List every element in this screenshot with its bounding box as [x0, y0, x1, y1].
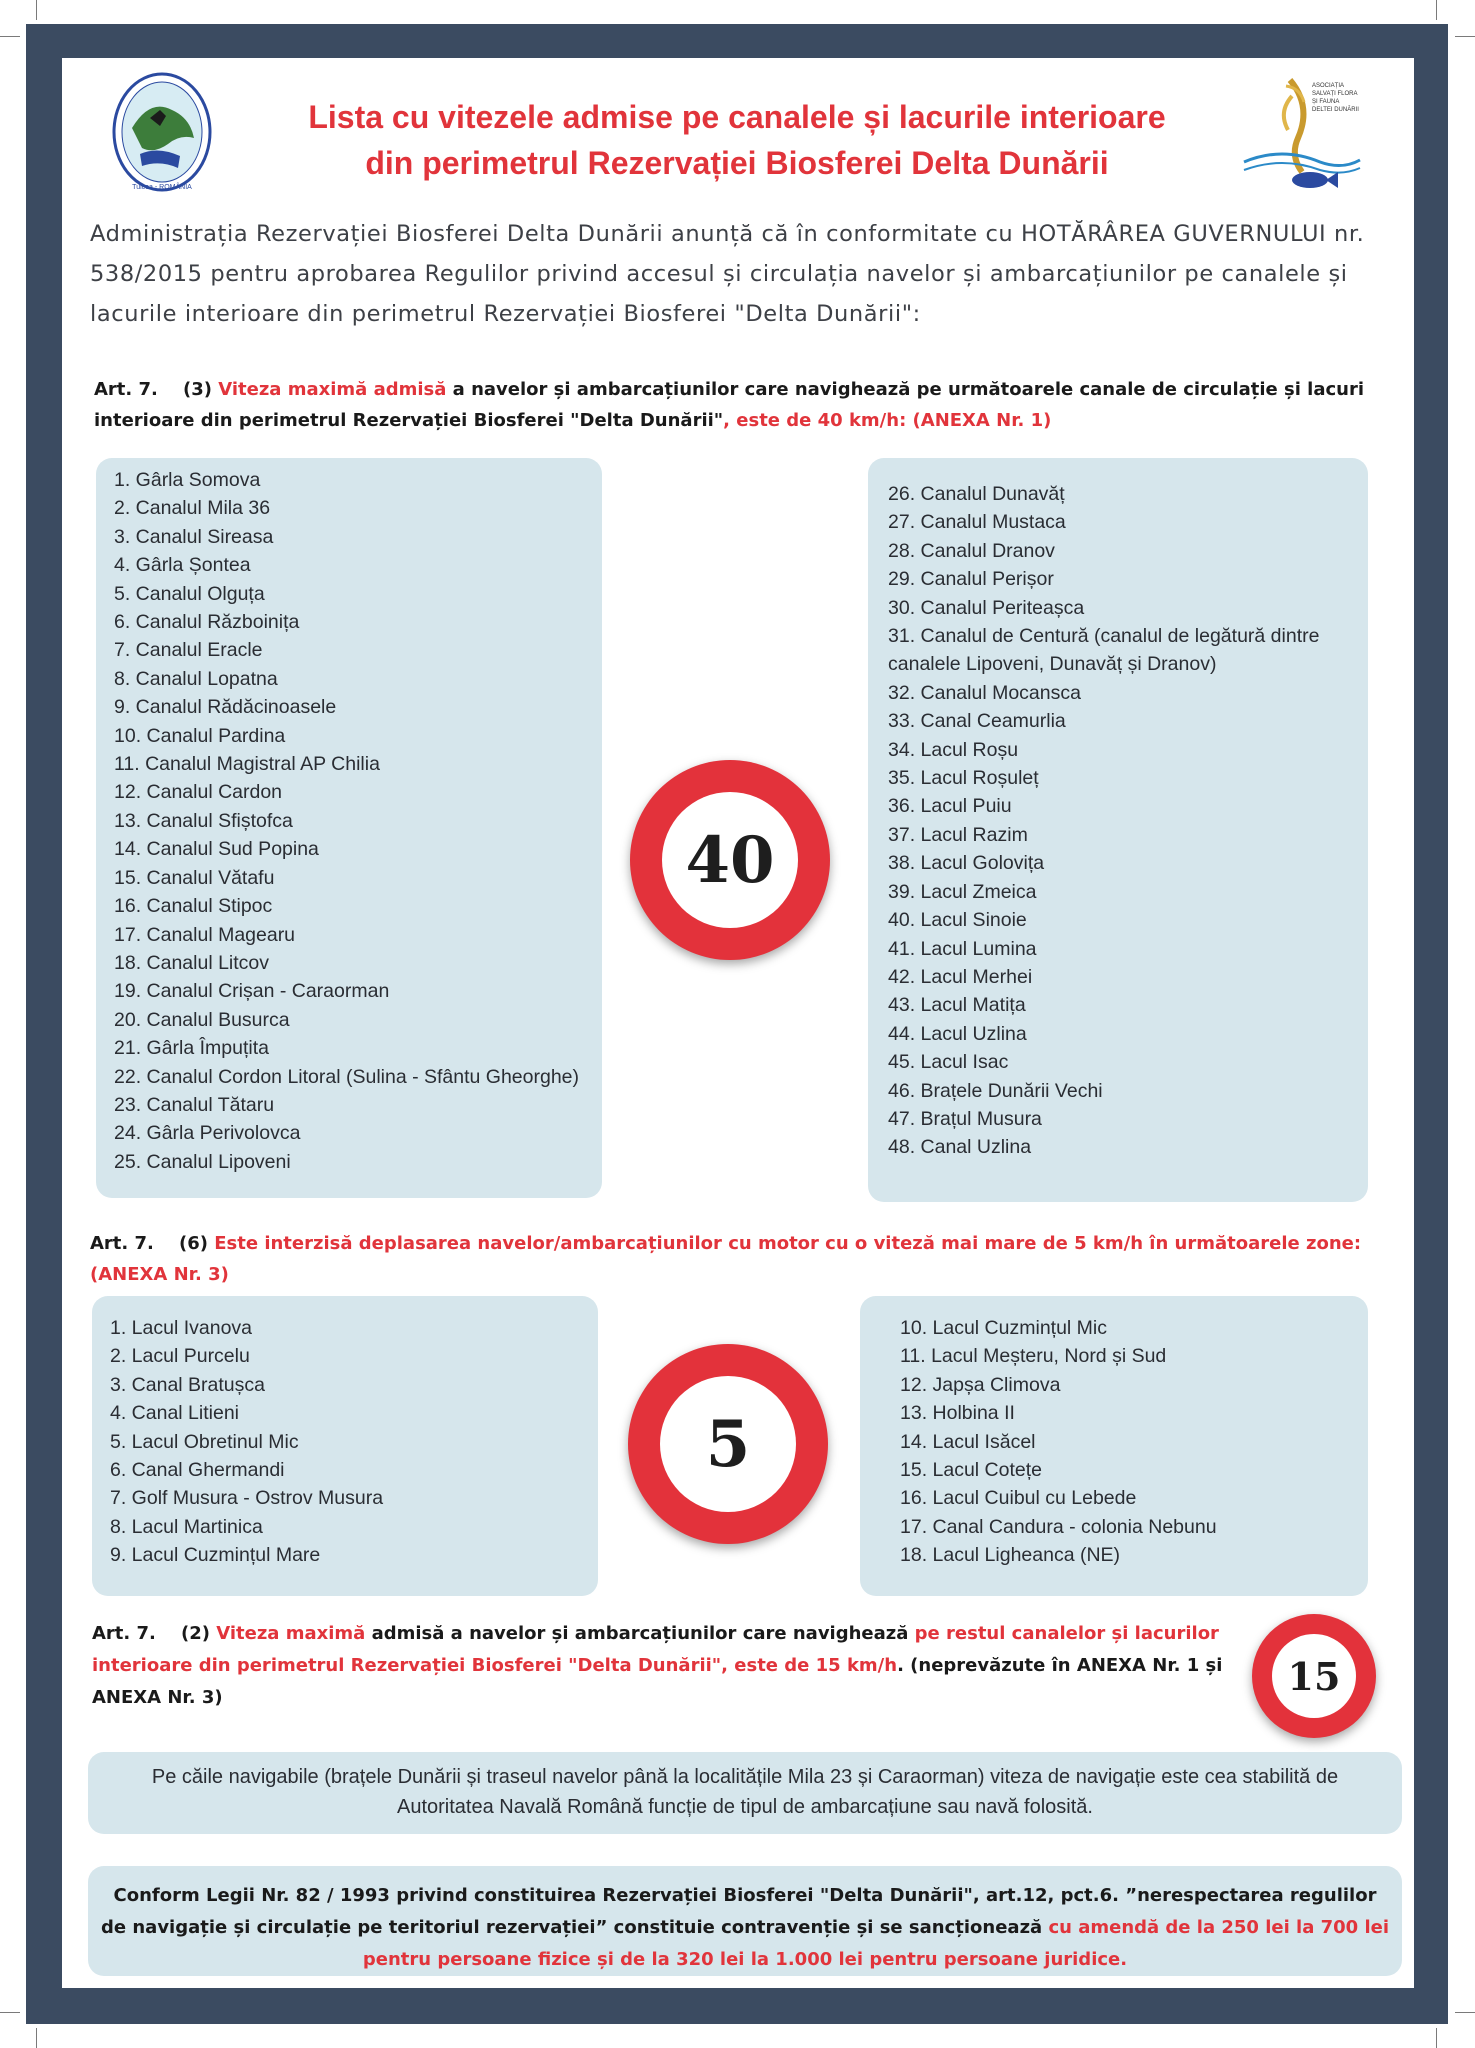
penalty-note-text — [100, 1880, 1390, 1976]
list-item: 20. Canalul Busurca — [114, 1008, 290, 1031]
list-item: 24. Gârla Perivolovca — [114, 1122, 301, 1145]
list-item: 46. Brațele Dunării Vechi — [888, 1079, 1103, 1102]
list-item: 8. Lacul Martinica — [110, 1515, 263, 1538]
article-2-red-1: Viteza maximă — [216, 1623, 366, 1644]
list-item: 17. Canal Candura - colonia Nebunu — [900, 1515, 1217, 1538]
notice-sheet — [62, 58, 1414, 1988]
list-item: 16. Lacul Cuibul cu Lebede — [900, 1487, 1137, 1510]
article-3-red-1: Viteza maximă admisă — [218, 379, 447, 400]
list-item: 4. Gârla Șontea — [114, 554, 251, 577]
list-item: 3. Canal Bratușca — [110, 1373, 266, 1396]
list-item: 31. Canalul de Centură (canalul de legătură dintre canalele Lipoveni, Dunavăț și Dranov) — [888, 625, 1320, 676]
list-item: 5. Lacul Obretinul Mic — [110, 1430, 299, 1453]
article-2-prefix: Art. 7. — [92, 1623, 156, 1644]
list-item: 1. Lacul Ivanova — [110, 1317, 253, 1339]
association-logo-text: ASOCIAȚIA SALVAȚI FLORA ȘI FAUNA DELTEI DUNĂRII — [1312, 83, 1359, 113]
list-item: 17. Canalul Magearu — [114, 923, 296, 946]
list-item: 39. Lacul Zmeica — [888, 880, 1037, 903]
list-item: 37. Lacul Razim — [888, 823, 1028, 846]
list-item: 19. Canalul Crișan - Caraorman — [114, 980, 390, 1003]
list-5-left-panel — [92, 1296, 598, 1596]
list-item: 8. Canalul Lopatna — [114, 667, 278, 690]
list-item: 5. Canalul Olguța — [114, 582, 265, 605]
intro-paragraph: Administrația Rezervației Biosferei Delta Dunării anunță că în conformitate cu HOTĂRÂREA GUVERNULUI nr. 538/2015 pentru aprobarea Regulilor privind accesul și circulația navelor și ambarcațiunilor pe canalele și lacurile interioare din perimetrul Rezervației Biosferei "Delta Dunării": — [90, 221, 1365, 327]
article-6 — [90, 1228, 1400, 1290]
speed-sign-15-value: 15 — [1272, 1634, 1356, 1718]
navigation-note — [88, 1752, 1402, 1834]
article-6-prefix: Art. 7. — [90, 1233, 154, 1254]
list-5-right-panel — [860, 1296, 1368, 1596]
title-line-2: din perimetrul Rezervației Biosferei Delta Dunării — [365, 145, 1109, 181]
article-2-num: (2) — [180, 1623, 210, 1644]
list-item: 26. Canalul Dunavăț — [888, 483, 1065, 505]
reserve-logo-sub: Tulcea - ROMÂNIA — [132, 184, 192, 191]
article-3 — [94, 374, 1394, 436]
list-item: 48. Canal Uzlina — [888, 1136, 1032, 1159]
list-item: 38. Lacul Golovița — [888, 852, 1045, 875]
list-item: 28. Canalul Dranov — [888, 539, 1055, 562]
article-3-text: a navelor și ambarcațiunilor care navighează pe următoarele canale de circulație și lacuri interioare din perimetrul Rezervației Biosferei "Delta Dunării" — [94, 379, 1365, 431]
list-item: 9. Lacul Cuzmințul Mare — [110, 1544, 321, 1567]
article-6-num: (6) — [178, 1233, 208, 1254]
speed-sign-5-value: 5 — [660, 1376, 796, 1512]
reserve-logo — [110, 68, 214, 198]
article-6-red-1: Este interzisă deplasarea navelor/ambarcațiunilor cu motor cu o viteză mai mare de 5 km/h în următoarele zone: — [214, 1233, 1362, 1254]
list-item: 15. Canalul Vătafu — [114, 866, 275, 889]
penalty-note-main: Conform Legii Nr. 82 / 1993 privind constituirea Rezervației Biosferei "Delta Dunării", art.12, pct.6. ”nerespectarea regulilor de navigație și circulație pe teritoriul rezervației” constituie contravenție și se sancționează — [101, 1885, 1377, 1938]
list-item: 34. Lacul Roșu — [888, 738, 1019, 761]
list-item: 33. Canal Ceamurlia — [888, 710, 1066, 733]
list-item: 45. Lacul Isac — [888, 1051, 1009, 1074]
list-item: 43. Lacul Matița — [888, 994, 1026, 1017]
list-item: 23. Canalul Tătaru — [114, 1093, 275, 1116]
navigation-note-text: Pe căile navigabile (brațele Dunării și traseul navelor până la localitățile Mila 23 și Caraorman) viteza de navigație este cea stabilită de Autoritatea Navală Română funcție de tipul de ambarcațiune sau navă folosită. — [151, 1766, 1339, 1818]
list-item: 29. Canalul Perișor — [888, 568, 1054, 591]
article-2 — [92, 1618, 1262, 1714]
list-40-right-panel — [868, 458, 1368, 1202]
list-item: 27. Canalul Mustaca — [888, 511, 1066, 534]
list-item: 10. Lacul Cuzmințul Mic — [900, 1317, 1107, 1339]
list-item: 11. Lacul Meșteru, Nord și Sud — [900, 1345, 1167, 1368]
list-item: 30. Canalul Periteașca — [888, 596, 1085, 619]
list-item: 7. Golf Musura - Ostrov Musura — [110, 1487, 384, 1510]
list-item: 35. Lacul Roșuleț — [888, 767, 1039, 790]
list-item: 14. Canalul Sud Popina — [114, 838, 319, 861]
article-6-red-2: (ANEXA Nr. 3) — [90, 1264, 229, 1285]
list-item: 36. Lacul Puiu — [888, 795, 1012, 818]
page-title — [262, 94, 1212, 186]
speed-sign-40 — [630, 760, 830, 960]
list-40-left — [114, 466, 579, 1176]
list-item: 47. Brațul Musura — [888, 1107, 1042, 1130]
article-3-prefix: Art. 7. — [94, 379, 158, 400]
list-40-right — [888, 480, 1348, 1162]
article-3-num: (3) — [182, 379, 212, 400]
list-item: 12. Japșa Climova — [900, 1373, 1061, 1396]
article-2-red-2: pe restul canalelor și lacurilor interioare din perimetrul Rezervației Biosferei "Delta Dunării", este de 15 km/h — [92, 1623, 1219, 1676]
list-item: 6. Canalul Războinița — [114, 611, 300, 634]
list-item: 22. Canalul Cordon Litoral (Sulina - Sfântu Gheorghe) — [114, 1065, 580, 1088]
list-40-left-panel — [96, 458, 602, 1198]
list-item: 15. Lacul Cotețe — [900, 1459, 1043, 1482]
title-line-1: Lista cu vitezele admise pe canalele și lacurile interioare — [308, 99, 1166, 135]
speed-sign-40-value: 40 — [662, 792, 798, 928]
list-item: 42. Lacul Merhei — [888, 965, 1033, 988]
list-item: 25. Canalul Lipoveni — [114, 1150, 291, 1173]
list-item: 44. Lacul Uzlina — [888, 1022, 1027, 1045]
list-item: 18. Lacul Ligheanca (NE) — [900, 1544, 1121, 1567]
list-item: 16. Canalul Stipoc — [114, 895, 273, 918]
list-item: 2. Canalul Mila 36 — [114, 497, 271, 520]
article-3-red-2: , este de 40 km/h: (ANEXA Nr. 1) — [723, 410, 1052, 431]
list-item: 12. Canalul Cardon — [114, 781, 283, 804]
list-item: 4. Canal Litieni — [110, 1402, 239, 1425]
list-item: 2. Lacul Purcelu — [110, 1345, 250, 1368]
list-item: 3. Canalul Sireasa — [114, 525, 274, 548]
list-item: 1. Gârla Somova — [114, 469, 261, 491]
speed-sign-5 — [628, 1344, 828, 1544]
association-logo — [1242, 76, 1362, 196]
list-item: 14. Lacul Isăcel — [900, 1430, 1036, 1453]
article-2-text-2: . (neprevăzute în ANEXA Nr. 1 și ANEXA Nr. 3) — [92, 1655, 1223, 1708]
penalty-note — [88, 1866, 1402, 1976]
list-item: 18. Canalul Litcov — [114, 951, 270, 974]
list-item: 10. Canalul Pardina — [114, 724, 286, 747]
list-item: 13. Holbina II — [900, 1402, 1015, 1425]
list-item: 7. Canalul Eracle — [114, 639, 263, 662]
list-item: 32. Canalul Mocansca — [888, 681, 1081, 704]
article-2-text-1: admisă a navelor și ambarcațiunilor care navighează — [365, 1623, 915, 1644]
list-item: 6. Canal Ghermandi — [110, 1459, 285, 1482]
list-item: 41. Lacul Lumina — [888, 937, 1037, 960]
list-5-right — [900, 1314, 1217, 1570]
list-item: 9. Canalul Rădăcinoasele — [114, 696, 337, 719]
list-item: 40. Lacul Sinoie — [888, 909, 1027, 932]
penalty-note-amounts: cu amendă de la 250 lei la 700 lei pentru persoane fizice și de la 320 lei la 1.000 lei pentru persoane juridice. — [362, 1917, 1389, 1970]
list-5-left — [110, 1314, 383, 1570]
list-item: 11. Canalul Magistral AP Chilia — [114, 753, 380, 776]
list-item: 21. Gârla Împuțita — [114, 1037, 269, 1060]
speed-sign-15 — [1252, 1614, 1376, 1738]
list-item: 13. Canalul Sfiștofca — [114, 809, 293, 832]
